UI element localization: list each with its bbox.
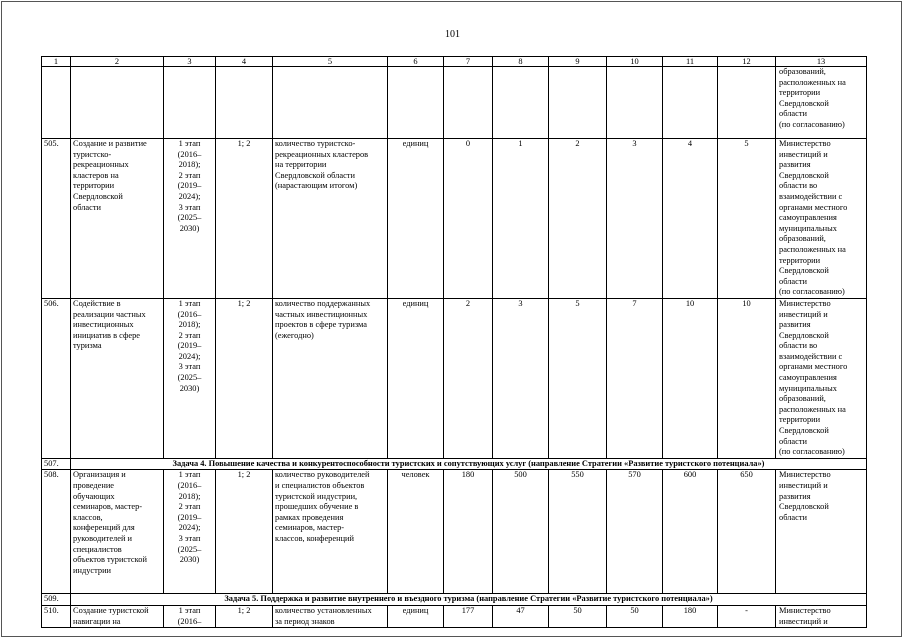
table-cell [273,67,388,139]
table-cell: образований, расположенных на территории Свердловской области (по согласованию) [776,67,867,139]
table-cell: Создание туристской навигации на [71,606,164,628]
table-cell [164,67,216,139]
task-heading: Задача 4. Повышение качества и конкурентоспособности туристских и сопутствующих услуг (направление Стратегии «Развитие туристского потенциала») [71,458,867,470]
task-row [42,594,867,606]
header-row [42,57,867,67]
header-cell: 4 [216,57,273,67]
table-cell [663,67,718,139]
table-cell: 47 [493,606,549,628]
task-row [42,458,867,470]
row-number: 510. [42,606,71,628]
table-cell: - [718,606,776,628]
table-cell: количество поддержанных частных инвестиционных проектов в сфере туризма (ежегодно) [273,298,388,458]
table-cell: человек [388,470,444,594]
row-number: 509. [42,594,71,606]
table-cell: Содействие в реализации частных инвестиционных инициатив в сфере туризма [71,298,164,458]
row-number: 508. [42,470,71,594]
table-cell: 0 [444,139,493,299]
table-cell: 570 [607,470,663,594]
header-cell: 11 [663,57,718,67]
table-cell: 180 [444,470,493,594]
header-cell: 8 [493,57,549,67]
data-table [41,56,867,628]
header-cell: 3 [164,57,216,67]
row-number [42,67,71,139]
header-cell: 1 [42,57,71,67]
table-cell: 50 [607,606,663,628]
table-row [42,67,867,139]
table-cell: количество установленных за период знаков [273,606,388,628]
header-cell: 2 [71,57,164,67]
page-number: 101 [445,29,460,40]
header-cell: 6 [388,57,444,67]
table-cell: Организация и проведение обучающих семинаров, мастер- классов, конференций для руководителей и специалистов объектов туристской индустрии [71,470,164,594]
row-number: 506. [42,298,71,458]
table-cell: 50 [549,606,607,628]
table-cell: количество туристско- рекреационных кластеров на территории Свердловской области (нарастающим итогом) [273,139,388,299]
table-row [42,298,867,458]
table-cell: единиц [388,298,444,458]
table-cell: 5 [549,298,607,458]
table-cell: 1 этап (2016– 2018); 2 этап (2019– 2024); 3 этап (2025– 2030) [164,139,216,299]
table-cell: единиц [388,606,444,628]
table-cell: Министерство инвестиций и развития Свердловской области во взаимодействии с органами местного самоуправления муниципальных образований, расположенных на территории Свердловской области (по согласованию) [776,298,867,458]
table-cell: 550 [549,470,607,594]
table-cell: 5 [718,139,776,299]
table-cell [216,67,273,139]
table-cell: Министерство инвестиций и [776,606,867,628]
table-cell [493,67,549,139]
header-cell: 9 [549,57,607,67]
table-cell: 7 [607,298,663,458]
table-cell [549,67,607,139]
table-cell: количество руководителей и специалистов объектов туристской индустрии, прошедших обучение в рамках проведения семинаров, мастер- классов, конференций [273,470,388,594]
table-cell: 600 [663,470,718,594]
table-row [42,606,867,628]
row-number: 507. [42,458,71,470]
table-cell: 650 [718,470,776,594]
table-cell: 10 [663,298,718,458]
table-cell: 10 [718,298,776,458]
table-row [42,470,867,594]
table-cell [71,67,164,139]
table-cell: 2 [549,139,607,299]
table-cell [388,67,444,139]
header-cell: 12 [718,57,776,67]
header-cell: 13 [776,57,867,67]
table-cell: 500 [493,470,549,594]
header-cell: 10 [607,57,663,67]
header-cell: 7 [444,57,493,67]
table-cell: 3 [607,139,663,299]
table-row [42,139,867,299]
table-cell: единиц [388,139,444,299]
table-cell: Министерство инвестиций и развития Свердловской области [776,470,867,594]
table-cell: 4 [663,139,718,299]
table-cell: 1 этап (2016– 2018); 2 этап (2019– 2024); 3 этап (2025– 2030) [164,470,216,594]
table-cell: Министерство инвестиций и развития Свердловской области во взаимодействии с органами местного самоуправления муниципальных образований, расположенных на территории Свердловской области (по согласованию) [776,139,867,299]
table-cell: 1; 2 [216,298,273,458]
table-cell [718,67,776,139]
table-cell: 1; 2 [216,139,273,299]
table-cell [444,67,493,139]
table-cell [607,67,663,139]
table-cell: 1; 2 [216,606,273,628]
header-cell: 5 [273,57,388,67]
task-heading: Задача 5. Поддержка и развитие внутреннего и въездного туризма (направление Стратегии «Развитие туристского потенциала») [71,594,867,606]
table-cell: 1; 2 [216,470,273,594]
table-cell: 180 [663,606,718,628]
row-number: 505. [42,139,71,299]
table-cell: Создание и развитие туристско- рекреационных кластеров на территории Свердловской области [71,139,164,299]
table-cell: 2 [444,298,493,458]
table-cell: 3 [493,298,549,458]
table-cell: 177 [444,606,493,628]
table-cell: 1 этап (2016– [164,606,216,628]
table-cell: 1 [493,139,549,299]
table-cell: 1 этап (2016– 2018); 2 этап (2019– 2024); 3 этап (2025– 2030) [164,298,216,458]
